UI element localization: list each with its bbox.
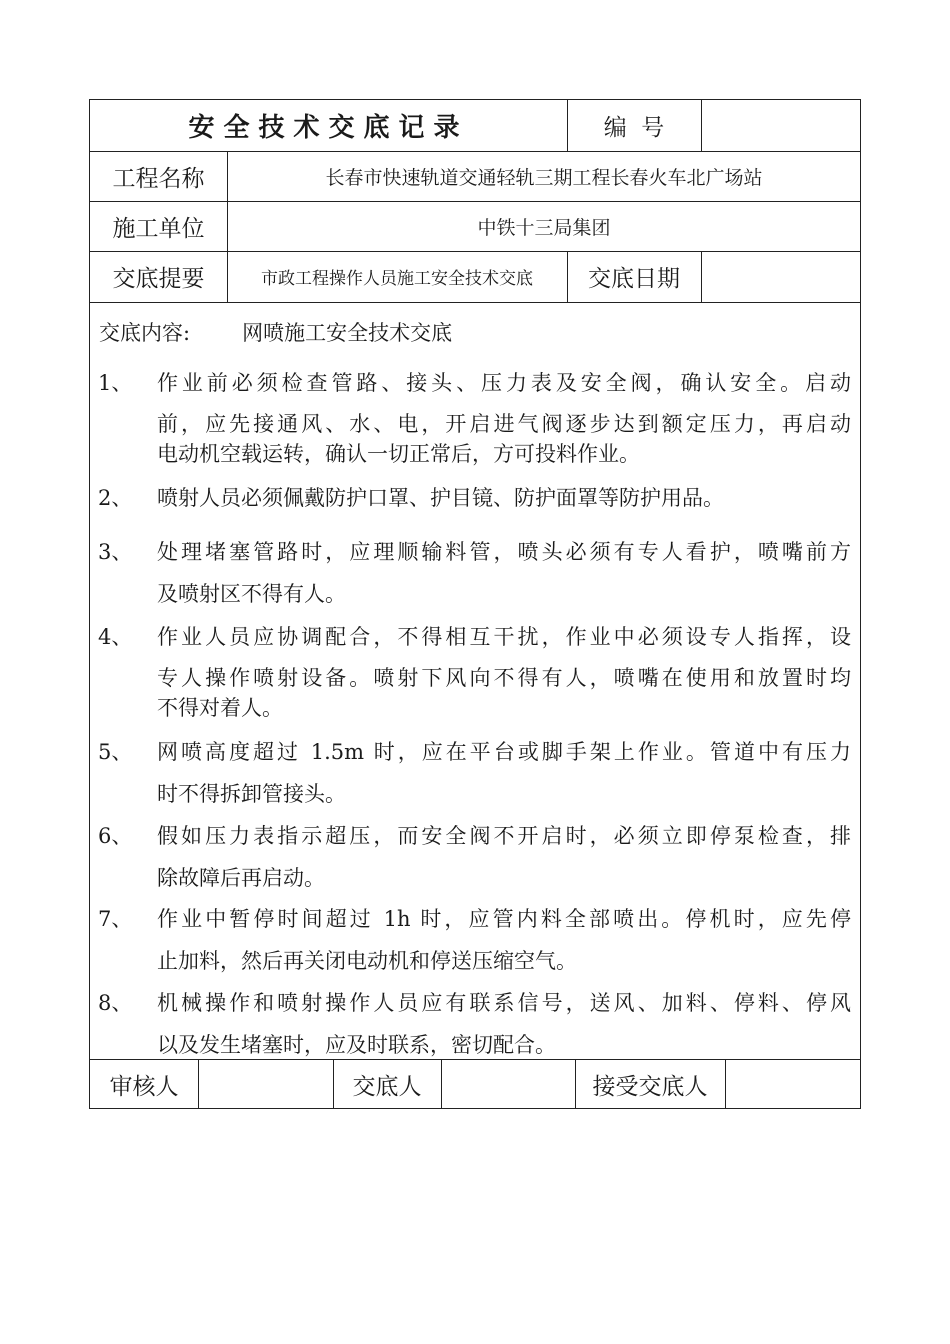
item-line: 网喷高度超过 1.5m 时，应在平台或脚手架上作业。管道中有压力 [157, 740, 851, 764]
construction-unit-label: 施工单位 [112, 215, 205, 242]
item-number: 1、 [98, 371, 133, 395]
item-number: 4、 [98, 625, 133, 649]
item-line: 专人操作喷射设备。喷射下风向不得有人，喷嘴在使用和放置时均 [157, 666, 851, 690]
item-line: 及喷射区不得有人。 [157, 582, 346, 606]
discloser-label: 交底人 [352, 1073, 422, 1100]
reviewer-field[interactable] [198, 1059, 333, 1109]
item-number: 7、 [98, 907, 133, 931]
item-number: 8、 [98, 991, 133, 1015]
content-heading [99, 317, 452, 347]
number-label: 编 号 [603, 115, 665, 141]
reviewer-label: 审核人 [109, 1073, 179, 1100]
briefing-content [90, 303, 860, 1059]
item-line: 不得对着人。 [157, 696, 283, 720]
item-line: 作业中暂停时间超过 1h 时，应管内料全部喷出。停机时，应先停 [157, 907, 851, 931]
item-line: 作业人员应协调配合，不得相互干扰，作业中必须设专人指挥，设 [157, 625, 851, 649]
item-line: 时不得拆卸管接头。 [157, 782, 346, 806]
construction-unit-value: 中铁十三局集团 [477, 216, 611, 239]
receiver-field[interactable] [725, 1059, 861, 1109]
item-line: 机械操作和喷射操作人员应有联系信号，送风、加料、停料、停风 [157, 991, 851, 1015]
item-line: 除故障后再启动。 [157, 866, 325, 890]
item-line: 作业前必须检查管路、接头、压力表及安全阀，确认安全。启动 [157, 371, 851, 395]
item-line: 以及发生堵塞时，应及时联系，密切配合。 [157, 1033, 556, 1057]
item-number: 5、 [98, 740, 133, 764]
project-name-value: 长春市快速轨道交通轻轨三期工程长春火车北广场站 [325, 166, 763, 189]
safety-briefing-form [89, 99, 861, 1109]
item-number: 2、 [98, 486, 133, 510]
briefing-date-label: 交底日期 [588, 266, 680, 292]
item-line: 处理堵塞管路时，应理顺输料管，喷头必须有专人看护，喷嘴前方 [157, 540, 851, 564]
item-line: 前，应先接通风、水、电，开启进气阀逐步达到额定压力，再启动 [157, 412, 851, 436]
item-line: 止加料，然后再关闭电动机和停送压缩空气。 [157, 949, 577, 973]
number-field[interactable] [701, 100, 861, 151]
item-number: 6、 [98, 824, 133, 848]
item-line: 电动机空载运转，确认一切正常后，方可投料作业。 [157, 442, 640, 466]
receiver-label: 接受交底人 [592, 1073, 708, 1100]
content-heading-label: 交底内容: [99, 321, 191, 345]
form-title: 安全技术交底记录 [188, 113, 469, 143]
item-line: 假如压力表指示超压，而安全阀不开启时，必须立即停泵检查，排 [157, 824, 851, 848]
content-heading-title: 网喷施工安全技术交底 [242, 321, 453, 345]
briefing-date-field[interactable] [701, 251, 861, 302]
summary-value: 市政工程操作人员施工安全技术交底 [261, 269, 533, 289]
project-name-label: 工程名称 [112, 165, 205, 192]
item-line: 喷射人员必须佩戴防护口罩、护目镜、防护面罩等防护用品。 [157, 486, 724, 510]
item-number: 3、 [98, 540, 133, 564]
discloser-field[interactable] [441, 1059, 575, 1109]
summary-label: 交底提要 [112, 266, 205, 292]
